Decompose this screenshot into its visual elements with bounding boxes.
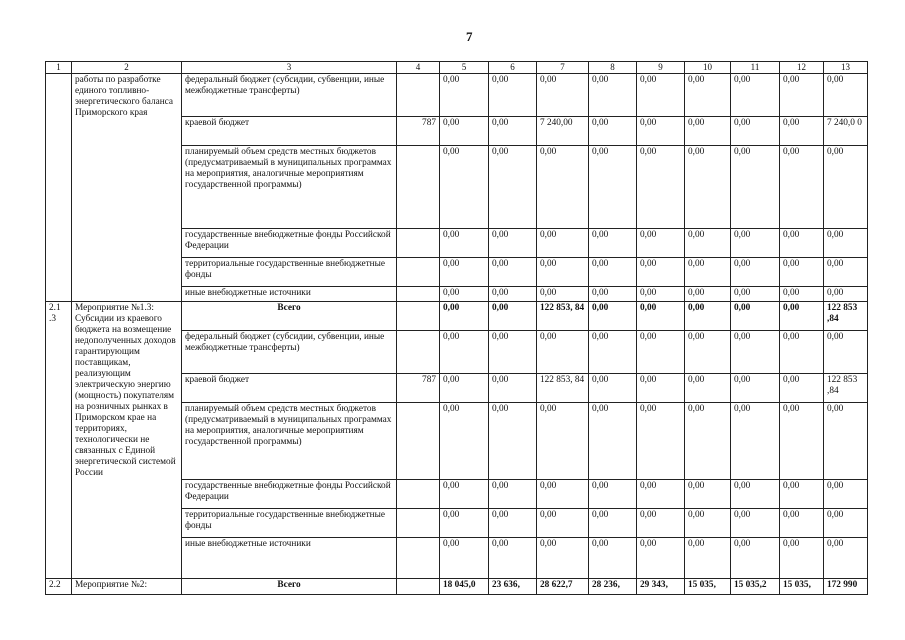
amount-cell: 0,00 (780, 331, 824, 374)
amount-cell: 0,00 (637, 302, 685, 331)
amount-cell: 0,00 (731, 331, 780, 374)
table-body (46, 62, 868, 595)
measure-name: Мероприятие №2: (72, 579, 182, 595)
measure-number (46, 74, 72, 302)
budget-code (397, 74, 440, 117)
amount-cell: 0,00 (537, 480, 589, 509)
amount-cell: 0,00 (780, 480, 824, 509)
column-header: 11 (731, 62, 780, 74)
funding-source: федеральный бюджет (субсидии, субвенции, иные межбюджетные трансферты) (182, 331, 397, 374)
amount-cell: 0,00 (780, 509, 824, 538)
amount-cell: 0,00 (685, 302, 731, 331)
budget-code (397, 509, 440, 538)
amount-cell: 0,00 (685, 331, 731, 374)
amount-cell: 0,00 (780, 403, 824, 480)
amount-cell: 0,00 (589, 74, 637, 117)
funding-source: территориальные государственные внебюджетные фонды (182, 258, 397, 287)
amount-cell: 0,00 (489, 302, 537, 331)
amount-cell: 0,00 (537, 403, 589, 480)
amount-cell: 0,00 (589, 480, 637, 509)
funding-source: Всего (182, 302, 397, 331)
amount-cell: 0,00 (537, 509, 589, 538)
amount-cell: 0,00 (589, 258, 637, 287)
amount-cell: 0,00 (489, 509, 537, 538)
funding-source: планируемый объем средств местных бюджетов (предусматриваемый в муниципальных программах на мероприятия, аналогичные мероприятиям государственной программы) (182, 403, 397, 480)
amount-cell: 0,00 (440, 480, 489, 509)
table-row (46, 302, 868, 331)
amount-cell: 0,00 (537, 74, 589, 117)
amount-cell: 0,00 (440, 146, 489, 229)
budget-code: 787 (397, 117, 440, 146)
column-header: 10 (685, 62, 731, 74)
measure-name: Мероприятие №1.3: Субсидии из краевого бюджета на возмещение недополученных доходов гарантирующим поставщикам, реализующим электрическую энергию (мощность) покупателям на розничных рынках в Приморском крае на территориях, технологически не связанных с Единой энергетической системой России (72, 302, 182, 579)
amount-cell: 0,00 (489, 287, 537, 302)
amount-cell: 0,00 (440, 509, 489, 538)
column-header: 7 (537, 62, 589, 74)
amount-cell: 0,00 (637, 331, 685, 374)
amount-cell: 0,00 (731, 74, 780, 117)
budget-code (397, 146, 440, 229)
budget-code: 787 (397, 374, 440, 403)
budget-code (397, 403, 440, 480)
amount-cell: 0,00 (731, 538, 780, 579)
amount-cell: 0,00 (589, 302, 637, 331)
amount-cell: 122 853, 84 (537, 374, 589, 403)
amount-cell: 0,00 (637, 74, 685, 117)
amount-cell: 0,00 (489, 374, 537, 403)
amount-cell: 0,00 (637, 480, 685, 509)
funding-source: территориальные государственные внебюджетные фонды (182, 509, 397, 538)
amount-cell: 0,00 (637, 374, 685, 403)
column-header: 3 (182, 62, 397, 74)
amount-cell: 28 236, (589, 579, 637, 595)
funding-source: государственные внебюджетные фонды Российской Федерации (182, 229, 397, 258)
amount-cell: 0,00 (731, 302, 780, 331)
amount-cell: 0,00 (780, 374, 824, 403)
budget-code (397, 258, 440, 287)
amount-cell: 0,00 (685, 374, 731, 403)
amount-cell: 0,00 (489, 117, 537, 146)
amount-cell: 0,00 (824, 229, 868, 258)
amount-cell: 0,00 (731, 480, 780, 509)
amount-cell: 0,00 (589, 403, 637, 480)
column-header: 6 (489, 62, 537, 74)
column-header: 12 (780, 62, 824, 74)
amount-cell: 0,00 (589, 287, 637, 302)
funding-source: краевой бюджет (182, 374, 397, 403)
amount-cell: 0,00 (489, 538, 537, 579)
column-header: 2 (72, 62, 182, 74)
funding-source: федеральный бюджет (субсидии, субвенции, иные межбюджетные трансферты) (182, 74, 397, 117)
amount-cell: 0,00 (824, 74, 868, 117)
amount-cell: 0,00 (637, 403, 685, 480)
amount-cell: 0,00 (731, 403, 780, 480)
amount-cell: 0,00 (780, 287, 824, 302)
amount-cell: 122 853 ,84 (824, 374, 868, 403)
amount-cell: 172 990 (824, 579, 868, 595)
budget-code (397, 579, 440, 595)
amount-cell: 0,00 (537, 146, 589, 229)
budget-code (397, 229, 440, 258)
header-row (46, 62, 868, 74)
budget-table (45, 61, 868, 595)
amount-cell: 0,00 (780, 538, 824, 579)
measure-number: 2.2 (46, 579, 72, 595)
amount-cell: 0,00 (780, 229, 824, 258)
amount-cell: 0,00 (537, 229, 589, 258)
amount-cell: 0,00 (731, 258, 780, 287)
amount-cell: 0,00 (685, 509, 731, 538)
amount-cell: 0,00 (824, 331, 868, 374)
budget-code (397, 287, 440, 302)
amount-cell: 0,00 (440, 287, 489, 302)
amount-cell: 0,00 (489, 74, 537, 117)
amount-cell: 0,00 (685, 287, 731, 302)
amount-cell: 0,00 (637, 117, 685, 146)
amount-cell: 0,00 (685, 480, 731, 509)
amount-cell: 0,00 (637, 146, 685, 229)
measure-number: 2.1 .3 (46, 302, 72, 579)
amount-cell: 0,00 (440, 74, 489, 117)
amount-cell: 0,00 (731, 229, 780, 258)
amount-cell: 0,00 (589, 331, 637, 374)
amount-cell: 0,00 (780, 117, 824, 146)
funding-source: государственные внебюджетные фонды Российской Федерации (182, 480, 397, 509)
amount-cell: 0,00 (489, 258, 537, 287)
amount-cell: 0,00 (824, 146, 868, 229)
table-row (46, 74, 868, 117)
budget-code (397, 331, 440, 374)
amount-cell: 0,00 (824, 258, 868, 287)
amount-cell: 0,00 (440, 538, 489, 579)
amount-cell: 0,00 (589, 509, 637, 538)
amount-cell: 0,00 (537, 538, 589, 579)
budget-code (397, 480, 440, 509)
amount-cell: 0,00 (685, 74, 731, 117)
amount-cell: 0,00 (637, 258, 685, 287)
amount-cell: 0,00 (489, 403, 537, 480)
amount-cell: 0,00 (489, 480, 537, 509)
column-header: 5 (440, 62, 489, 74)
amount-cell: 15 035,2 (731, 579, 780, 595)
amount-cell: 0,00 (685, 146, 731, 229)
amount-cell: 15 035, (780, 579, 824, 595)
funding-source: планируемый объем средств местных бюджетов (предусматриваемый в муниципальных программах на мероприятия, аналогичные мероприятиям государственной программы) (182, 146, 397, 229)
amount-cell: 0,00 (685, 117, 731, 146)
amount-cell: 7 240,00 (537, 117, 589, 146)
amount-cell: 18 045,0 (440, 579, 489, 595)
amount-cell: 0,00 (440, 117, 489, 146)
amount-cell: 0,00 (589, 146, 637, 229)
measure-name: работы по разработке единого топливно-энергетического баланса Приморского края (72, 74, 182, 302)
amount-cell: 0,00 (440, 302, 489, 331)
budget-code (397, 538, 440, 579)
amount-cell: 0,00 (589, 117, 637, 146)
amount-cell: 0,00 (589, 374, 637, 403)
amount-cell: 122 853, 84 (537, 302, 589, 331)
amount-cell: 0,00 (637, 287, 685, 302)
amount-cell: 0,00 (780, 146, 824, 229)
amount-cell: 0,00 (440, 331, 489, 374)
table-row (46, 579, 868, 595)
budget-code (397, 302, 440, 331)
column-header: 4 (397, 62, 440, 74)
amount-cell: 0,00 (537, 258, 589, 287)
amount-cell: 28 622,7 (537, 579, 589, 595)
amount-cell: 0,00 (824, 509, 868, 538)
column-header: 9 (637, 62, 685, 74)
amount-cell: 0,00 (731, 509, 780, 538)
amount-cell: 0,00 (637, 229, 685, 258)
amount-cell: 0,00 (824, 403, 868, 480)
amount-cell: 0,00 (731, 287, 780, 302)
column-header: 8 (589, 62, 637, 74)
amount-cell: 0,00 (440, 374, 489, 403)
page-number: 7 (466, 29, 473, 44)
amount-cell: 0,00 (685, 258, 731, 287)
amount-cell: 0,00 (780, 302, 824, 331)
amount-cell: 0,00 (537, 287, 589, 302)
amount-cell: 122 853 ,84 (824, 302, 868, 331)
amount-cell: 0,00 (731, 146, 780, 229)
column-header: 13 (824, 62, 868, 74)
amount-cell: 0,00 (731, 117, 780, 146)
amount-cell: 15 035, (685, 579, 731, 595)
amount-cell: 0,00 (440, 403, 489, 480)
amount-cell: 0,00 (685, 403, 731, 480)
amount-cell: 0,00 (685, 538, 731, 579)
amount-cell: 0,00 (489, 331, 537, 374)
amount-cell: 23 636, (489, 579, 537, 595)
funding-source: иные внебюджетные источники (182, 287, 397, 302)
amount-cell: 0,00 (731, 374, 780, 403)
amount-cell: 0,00 (637, 538, 685, 579)
amount-cell: 0,00 (824, 480, 868, 509)
amount-cell: 7 240,0 0 (824, 117, 868, 146)
funding-source: Всего (182, 579, 397, 595)
amount-cell: 0,00 (589, 229, 637, 258)
funding-source: иные внебюджетные источники (182, 538, 397, 579)
amount-cell: 0,00 (589, 538, 637, 579)
amount-cell: 0,00 (637, 509, 685, 538)
amount-cell: 0,00 (780, 258, 824, 287)
amount-cell: 0,00 (440, 229, 489, 258)
amount-cell: 0,00 (537, 331, 589, 374)
amount-cell: 0,00 (780, 74, 824, 117)
amount-cell: 0,00 (489, 229, 537, 258)
amount-cell: 0,00 (824, 538, 868, 579)
amount-cell: 0,00 (824, 287, 868, 302)
funding-source: краевой бюджет (182, 117, 397, 146)
amount-cell: 29 343, (637, 579, 685, 595)
amount-cell: 0,00 (489, 146, 537, 229)
column-header: 1 (46, 62, 72, 74)
amount-cell: 0,00 (685, 229, 731, 258)
amount-cell: 0,00 (440, 258, 489, 287)
